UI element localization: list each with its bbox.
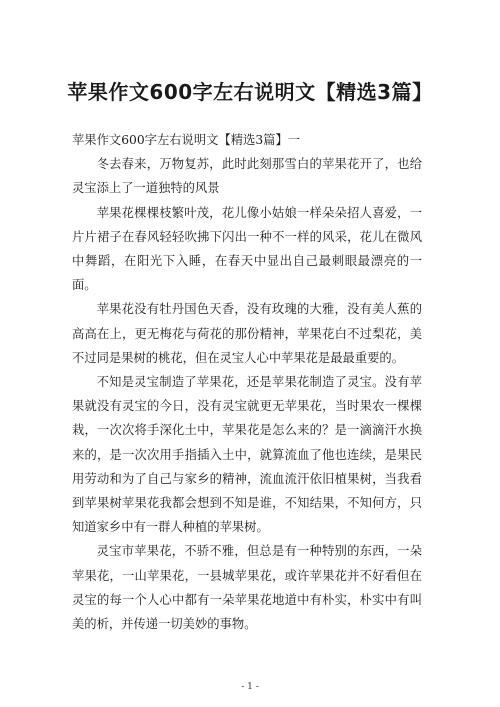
paragraph-3: 苹果花没有牡丹国色天香，没有玫瑰的大雅，没有美人蕉的高高在上，更无梅花与荷花的那份精神，苹果花白不过梨花，美不过同是果树的桃花，但在灵宝人心中苹果花是最最重要的。 — [72, 302, 422, 365]
paragraph-1: 冬去春来，万物复苏，此时此刻那雪白的苹果花开了，也给灵宝添上了一道独特的风景 — [72, 157, 422, 196]
document-title: 苹果作文600字左右说明文【精选3篇】 — [67, 80, 433, 104]
document-body — [72, 128, 422, 636]
document-subtitle: 苹果作文600字左右说明文【精选3篇】一 — [72, 133, 301, 147]
page-number: - 1 - — [241, 682, 259, 692]
paragraph-4: 不知是灵宝制造了苹果花，还是苹果花制造了灵宝。没有苹果就没有灵宝的今日，没有灵宝就更无苹果花，当时果农一棵棵栽，一次次将手深化土中，苹果花是怎么来的？是一滴滴汗水换来的，是一次次用手指插入土中，就算流血了他也连续，是果民用劳动和为了自己与家乡的精神，流血流汗依旧植果树，当我看到苹果树苹果花我都会想到不知是谁，不知结果，不知何方，只知道家乡中有一群人种植的苹果树。 — [72, 375, 422, 535]
paragraph-2: 苹果花棵棵枝繁叶茂，花儿像小姑娘一样朵朵招人喜爱，一片片裙子在春风轻轻吹拂下闪出一种不一样的风采，花儿在微风中舞蹈，在阳光下入睡，在春天中显出自己最刺眼最漂亮的一面。 — [72, 205, 422, 293]
paragraph-5: 灵宝市苹果花，不骄不雅，但总是有一种特别的东西，一朵苹果花，一山苹果花，一县城苹果花，或许苹果花并不好看但在灵宝的每一个人心中都有一朵苹果花地道中有朴实，朴实中有叫美的析，并传递一切美妙的事物。 — [72, 544, 422, 632]
